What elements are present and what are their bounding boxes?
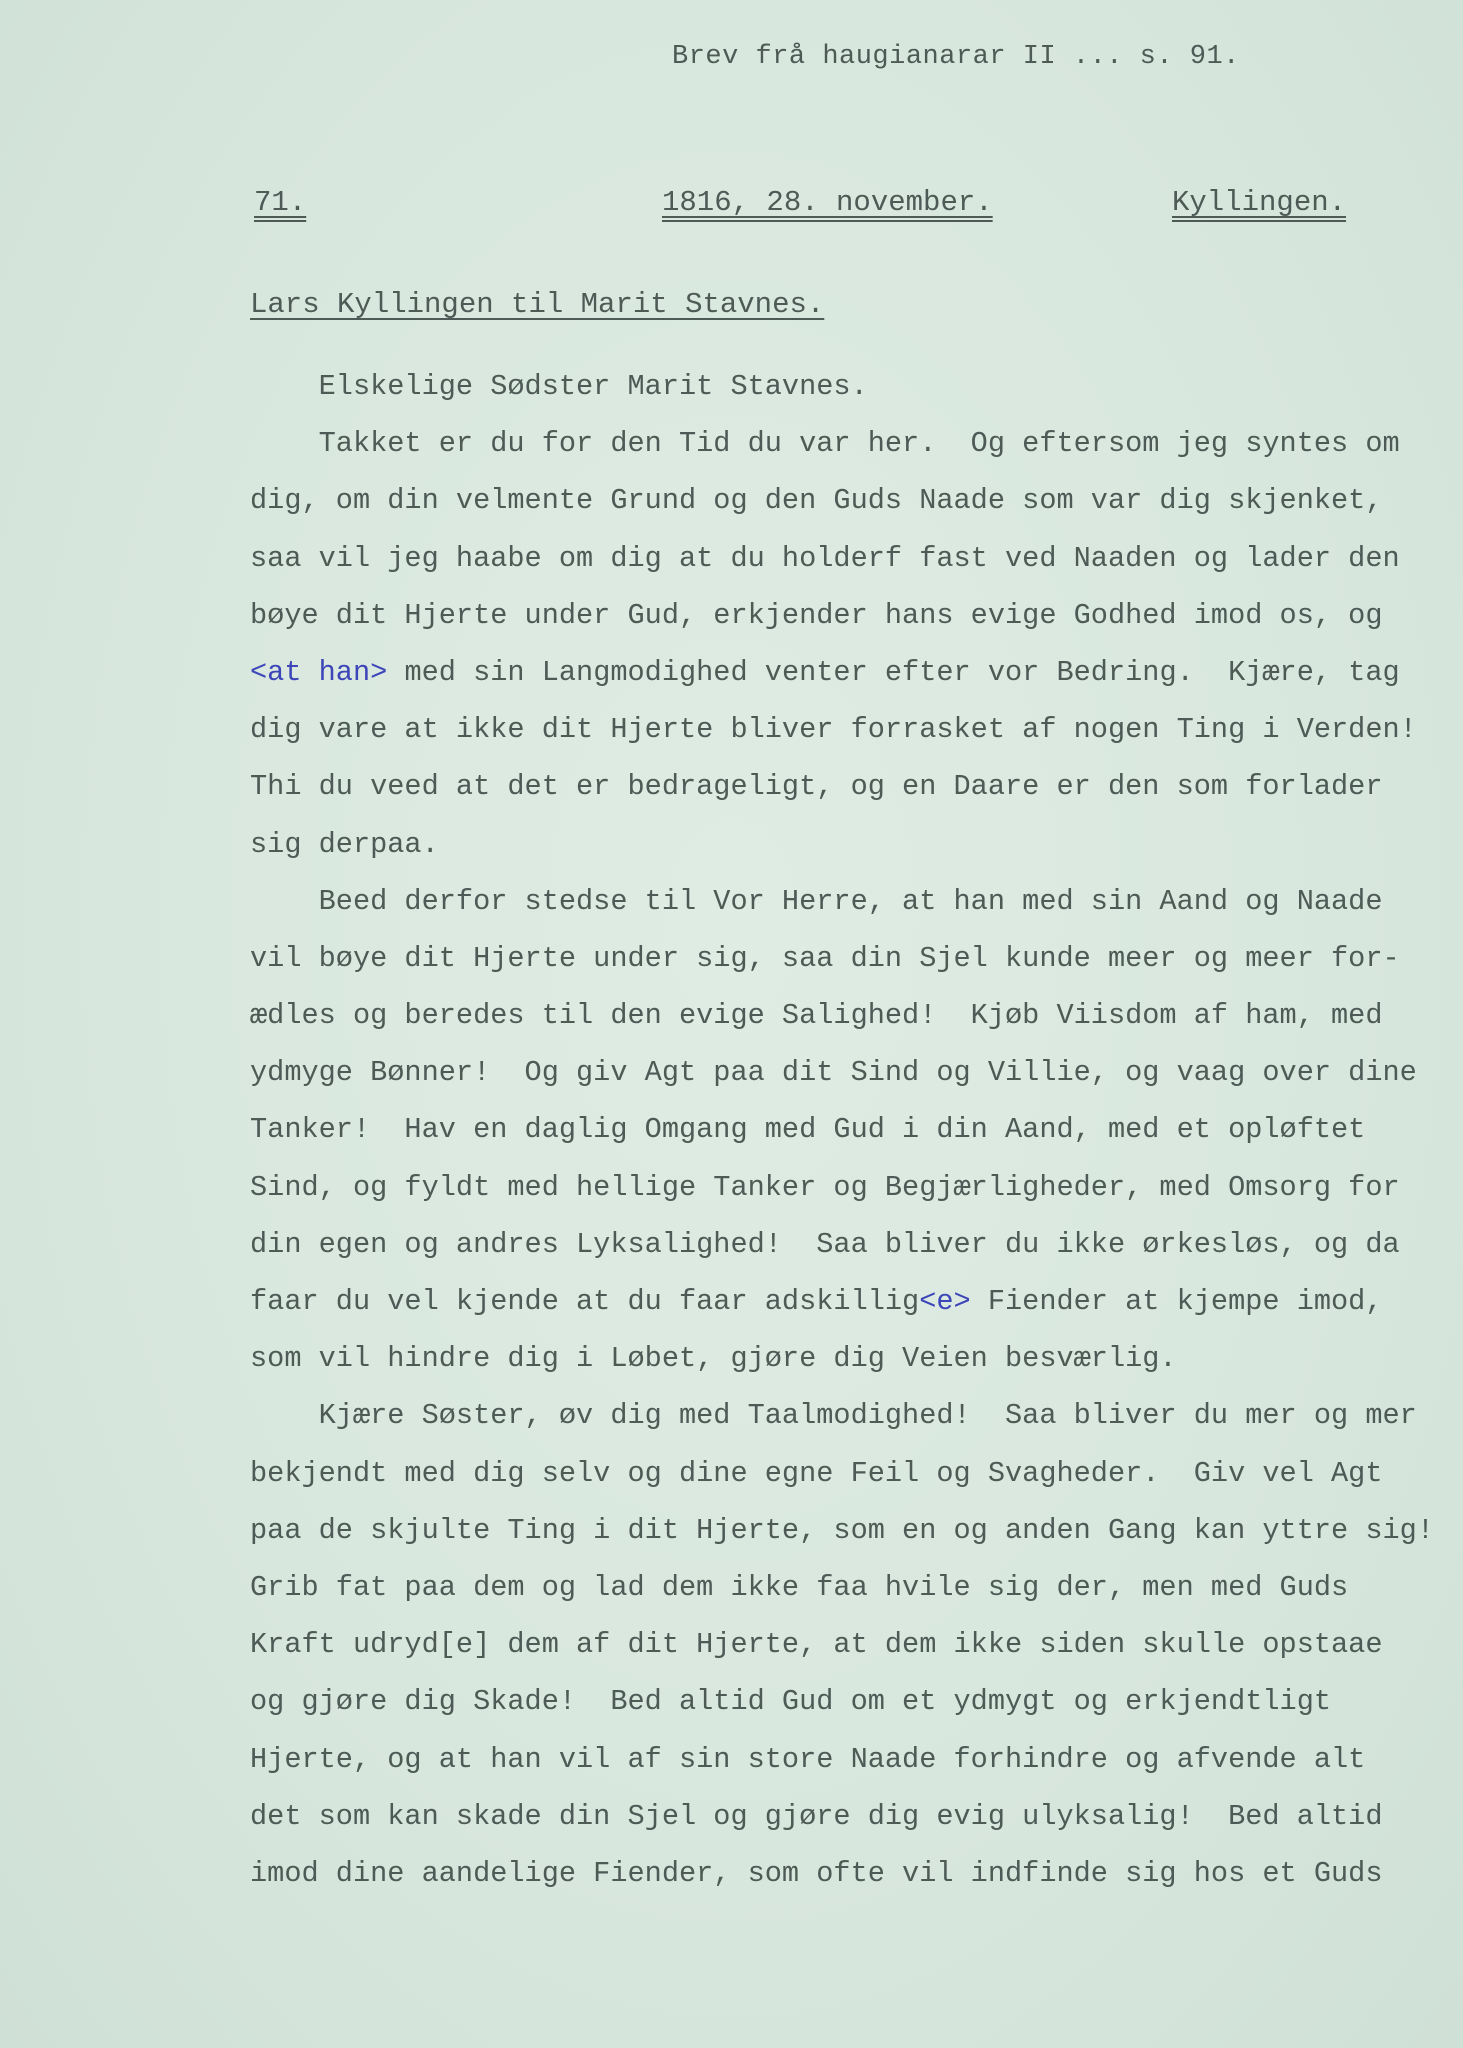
body-line [250,1101,1400,1158]
body-line-text: Kraft udryd[e] dem af dit Hjerte, at dem ikke siden skulle opstaae [250,1628,1383,1662]
body-line [250,816,1400,873]
body-line [250,415,1400,472]
body-line-text: Grib fat paa dem og lad dem ikke faa hvile sig der, men med Guds [250,1570,1349,1604]
letter-date: 1816, 28. november. [662,186,993,219]
body-line-text: Fiender at kjempe imod, [970,1285,1383,1318]
body-line [250,1559,1400,1616]
body-line-text: Hjerte, og at han vil af sin store Naade forhindre og afvende alt [250,1742,1366,1776]
body-line [250,472,1400,529]
body-line [250,587,1400,644]
body-line [250,1502,1434,1559]
body-line-text: Thi du veed at det er bedrageligt, og en Daare er den som forlader [250,770,1383,804]
body-line-text: dig, om din velmente Grund og den Guds Naade som var dig skjenket, [250,484,1383,518]
handwritten-insertion: <e> [919,1285,971,1318]
body-line [250,1673,1400,1730]
body-line-text: faar du vel kjende at du faar adskillig [250,1285,920,1318]
letter-subject: Lars Kyllingen til Marit Stavnes. [250,288,825,321]
body-line-text: ydmyge Bønner! Og giv Agt paa dit Sind og Villie, og vaag over dine [250,1056,1417,1090]
body-line [250,987,1400,1044]
body-line [250,644,1400,701]
body-line [250,1445,1400,1502]
body-line-text: Tanker! Hav en daglig Omgang med Gud i din Aand, med et opløftet [250,1113,1366,1147]
body-line-text: imod dine aandelige Fiender, som ofte vil indfinde sig hos et Guds [250,1856,1383,1890]
body-line [250,1387,1417,1444]
body-line-text: dig vare at ikke dit Hjerte bliver forrasket af nogen Ting i Verden! [250,713,1417,747]
body-line [250,1159,1400,1216]
body-line [250,1788,1400,1845]
letter-body [250,358,1434,1902]
body-line [250,701,1417,758]
body-line [250,530,1400,587]
body-line-text: og gjøre dig Skade! Bed altid Gud om et ydmygt og erkjendtligt [250,1685,1332,1719]
body-line-text: Elskelige Sødster Marit Stavnes. [250,370,868,403]
handwritten-insertion: <at han> [250,655,388,689]
body-line-text: saa vil jeg haabe om dig at du holderf fast ved Naaden og lader den [250,541,1400,575]
body-line [250,1330,1400,1387]
body-line [250,1273,1400,1330]
body-line [250,873,1400,930]
body-line [250,1216,1400,1273]
letter-place: Kyllingen. [1172,186,1347,219]
body-line [250,930,1400,987]
body-line-text: bøye dit Hjerte under Gud, erkjender hans evige Godhed imod os, og [250,598,1383,632]
body-line-text: Kjære Søster, øv dig med Taalmodighed! Saa bliver du mer og mer [250,1399,1417,1433]
body-line [250,1731,1400,1788]
body-line [250,1845,1400,1902]
source-reference: Brev frå haugianarar II ... s. 91. [672,42,1240,72]
body-line-text: din egen og andres Lyksalighed! Saa bliver du ikke ørkesløs, og da [250,1227,1400,1261]
body-line [250,1616,1400,1673]
body-line [250,358,1400,415]
body-line-text: Beed derfor stedse til Vor Herre, at han med sin Aand og Naade [250,884,1383,918]
body-line-text: Sind, og fyldt med hellige Tanker og Begjærligheder, med Omsorg for [250,1170,1400,1204]
body-line-text: med sin Langmodighed venter efter vor Bedring. Kjære, tag [387,655,1400,689]
body-line [250,1044,1417,1101]
body-line-text: paa de skjulte Ting i dit Hjerte, som en og anden Gang kan yttre sig! [250,1513,1434,1547]
body-line-text: ædles og beredes til den evige Salighed! Kjøb Viisdom af ham, med [250,999,1383,1033]
letter-number: 71. [254,186,307,219]
body-line-text: det som kan skade din Sjel og gjøre dig evig ulyksalig! Bed altid [250,1799,1383,1833]
body-line [250,758,1400,815]
body-line-text: sig derpaa. [250,827,439,861]
body-line-text: vil bøye dit Hjerte under sig, saa din Sjel kunde meer og meer for- [250,941,1400,975]
body-line-text: Takket er du for den Tid du var her. Og eftersom jeg syntes om [250,427,1400,461]
body-line-text: som vil hindre dig i Løbet, gjøre dig Veien besværlig. [250,1342,1177,1376]
body-line-text: bekjendt med dig selv og dine egne Feil og Svagheder. Giv vel Agt [250,1456,1383,1490]
